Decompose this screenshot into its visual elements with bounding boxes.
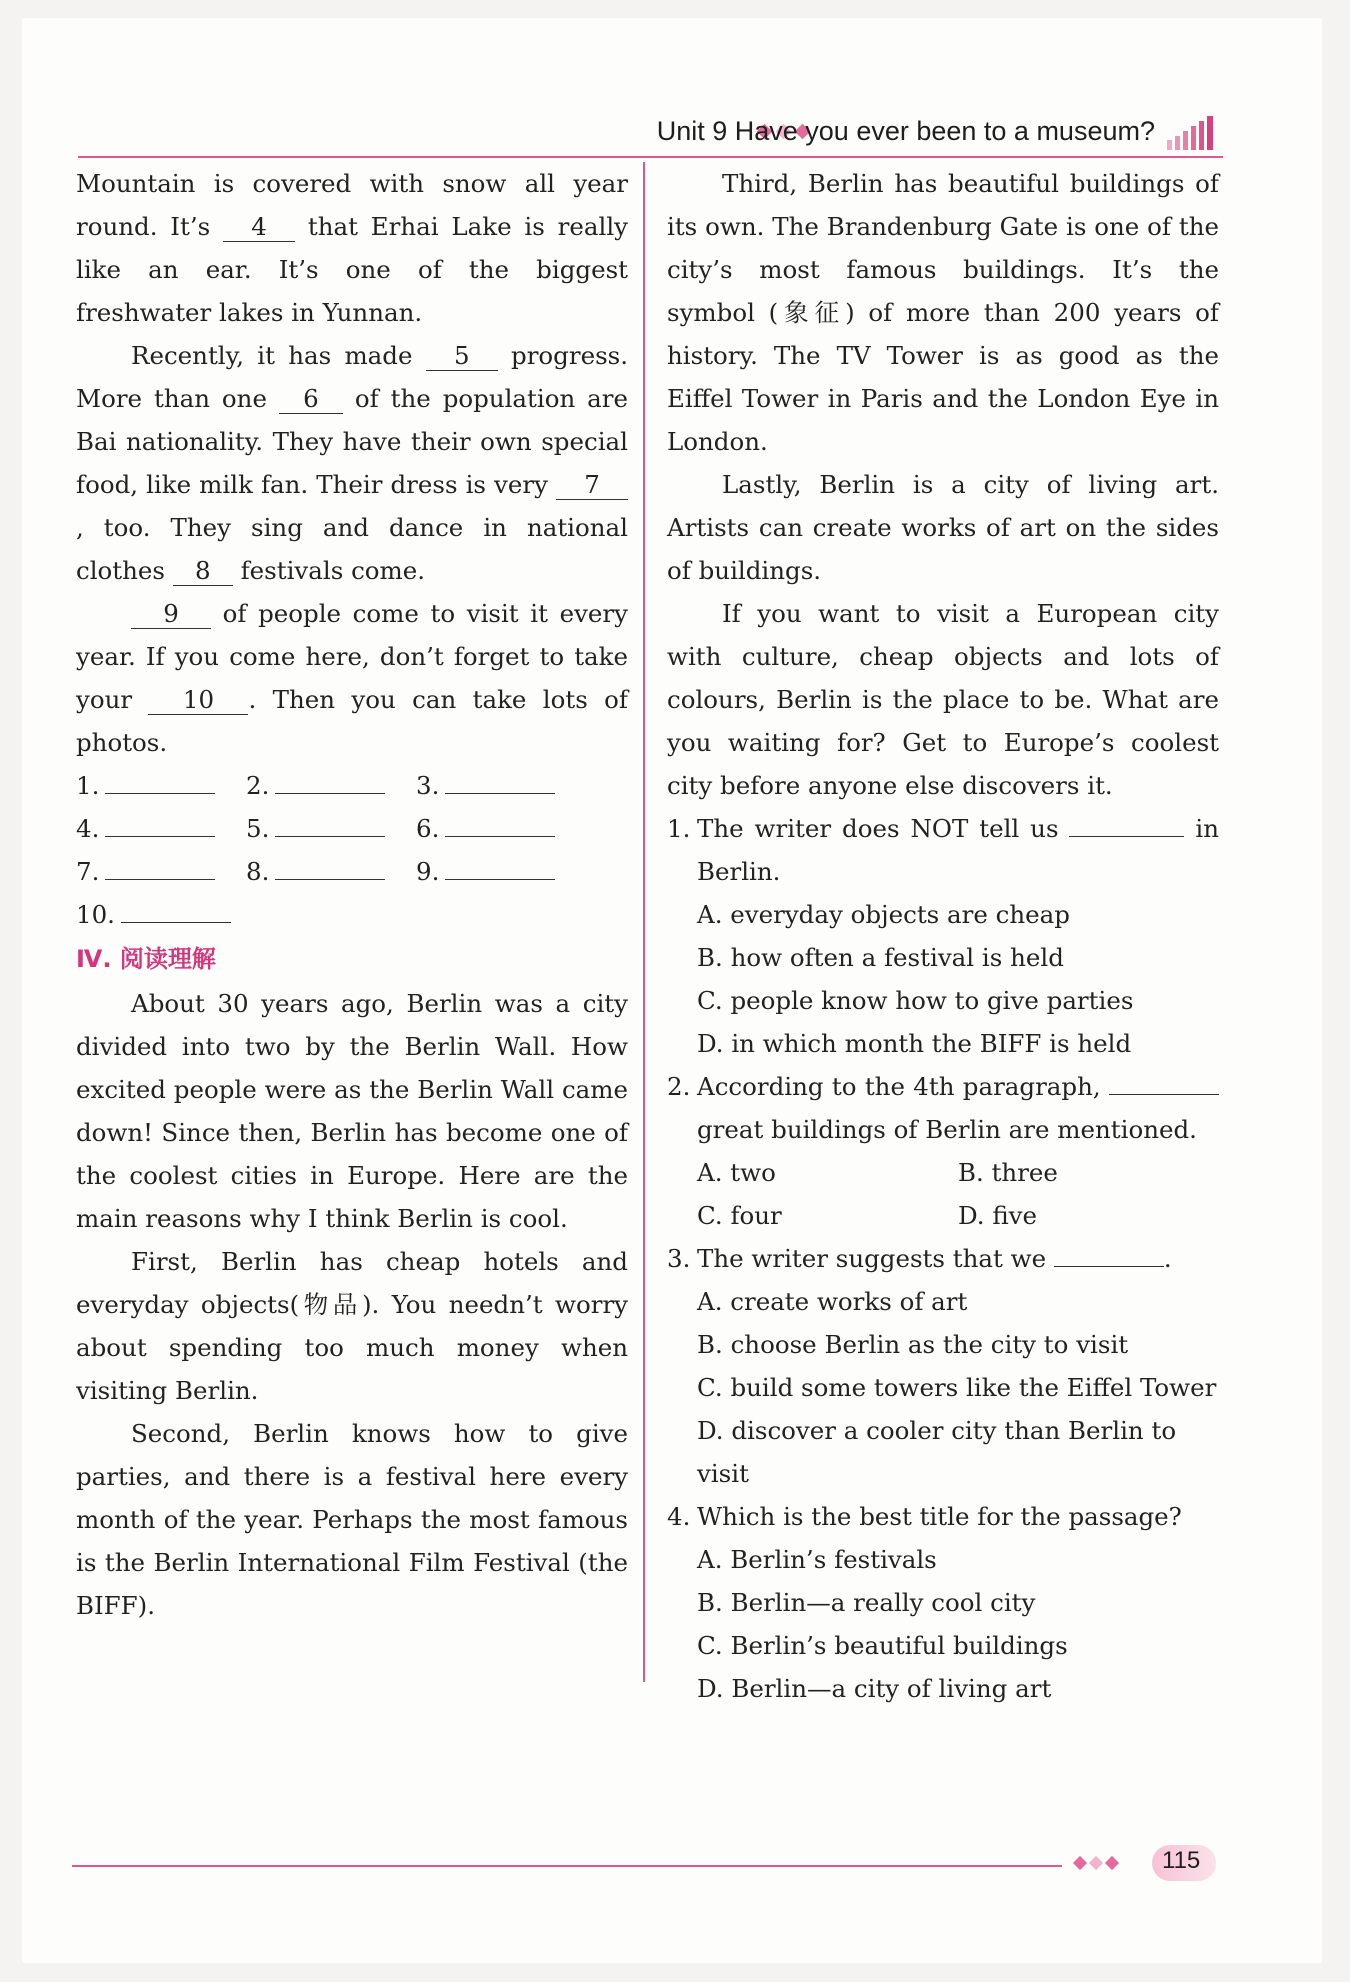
- reading-paragraph-5: Lastly, Berlin is a city of living art. Artists can create works of art on the sides of buildings.: [667, 470, 1219, 585]
- option-c[interactable]: C. four: [697, 1201, 782, 1230]
- answer-label: 3.: [416, 771, 440, 800]
- question-stem: Which is the best title for the passage?: [697, 1502, 1182, 1531]
- text: . Then you can take lots of photos.: [76, 685, 628, 757]
- question-3: [667, 1237, 1219, 1495]
- cloze-paragraph-2: [76, 334, 628, 592]
- answer-label: 10.: [76, 900, 115, 929]
- header-rule: [78, 156, 1223, 158]
- blank-10: 10: [148, 686, 248, 715]
- answer-slot[interactable]: [76, 807, 246, 850]
- answer-slot[interactable]: [246, 807, 416, 850]
- question-stem: in Berlin.: [697, 814, 1219, 886]
- option-d[interactable]: D. in which month the BIFF is held: [697, 1029, 1132, 1058]
- right-column: [667, 162, 1219, 1710]
- option-a[interactable]: A. everyday objects are cheap: [697, 900, 1070, 929]
- answer-blank[interactable]: [1069, 836, 1184, 837]
- reading-paragraph-3: Second, Berlin knows how to give parties, and there is a festival here every month of the year. Perhaps the most famous is the Berlin International Film Festival (the BIFF).: [76, 1419, 628, 1620]
- question-4: [667, 1495, 1219, 1710]
- blank-4: 4: [223, 213, 295, 242]
- answer-slot[interactable]: [246, 850, 416, 893]
- text: , too. They sing and dance in national clothes: [76, 513, 628, 585]
- text: of people come to visit it every year. If you come here, don’t forget to take your: [76, 599, 628, 714]
- answer-blank[interactable]: [1109, 1094, 1219, 1095]
- answer-label: 9.: [416, 857, 440, 886]
- answer-slot[interactable]: [416, 764, 586, 807]
- question-1: [667, 807, 1219, 1065]
- diamond-icon: [1105, 1856, 1119, 1870]
- question-stem: .: [1163, 1244, 1172, 1273]
- blank-9: 9: [131, 600, 211, 629]
- left-column: [76, 162, 628, 1627]
- text: of the population are Bai nationality. They have their own special food, like milk fan. Their dress is very: [76, 384, 629, 499]
- question-stem: The writer suggests that we: [697, 1244, 1047, 1273]
- diamond-icon-group: [1072, 1852, 1120, 1874]
- section-title: Ⅳ. 阅读理解: [76, 945, 216, 973]
- option-b[interactable]: B. three: [958, 1158, 1058, 1187]
- reading-paragraph-6: If you want to visit a European city with culture, cheap objects and lots of colours, Berlin is the place to be. What are you waiting for? Get to Europe’s coolest city before anyone else discovers it.: [667, 599, 1219, 800]
- page-number: 115: [1162, 1847, 1201, 1874]
- answer-slot[interactable]: [416, 850, 586, 893]
- signal-bars-icon: [1165, 112, 1221, 152]
- question-number: 3.: [667, 1244, 691, 1273]
- blank-7: 7: [556, 471, 628, 500]
- option-a[interactable]: A. two: [697, 1158, 776, 1187]
- diamond-icon: [1073, 1856, 1087, 1870]
- answer-label: 4.: [76, 814, 100, 843]
- answer-slot[interactable]: [76, 764, 246, 807]
- cloze-paragraph-1: [76, 162, 628, 334]
- answer-blank[interactable]: [1054, 1266, 1164, 1267]
- unit-title: Unit 9 Have you ever been to a museum?: [656, 116, 1155, 146]
- option-c[interactable]: C. Berlin’s beautiful buildings: [697, 1631, 1068, 1660]
- blank-6: 6: [279, 385, 343, 414]
- answer-slot[interactable]: [246, 764, 416, 807]
- footer-rule: [72, 1865, 1062, 1867]
- cloze-paragraph-3: [76, 592, 628, 764]
- option-b[interactable]: B. how often a festival is held: [697, 943, 1064, 972]
- option-b[interactable]: B. choose Berlin as the city to visit: [697, 1330, 1129, 1359]
- answer-label: 1.: [76, 771, 100, 800]
- question-stem: great buildings of Berlin are mentioned.: [697, 1115, 1197, 1144]
- answer-label: 2.: [246, 771, 270, 800]
- option-d[interactable]: D. discover a cooler city than Berlin to visit: [697, 1416, 1177, 1488]
- text: that Erhai Lake is really like an ear. It’s one of the biggest freshwater lakes in Yunnan.: [76, 212, 628, 327]
- text: progress. More than one: [76, 341, 629, 413]
- option-c[interactable]: C. build some towers like the Eiffel Tower: [697, 1373, 1217, 1402]
- text: festivals come.: [240, 556, 426, 585]
- blank-5: 5: [426, 342, 498, 371]
- answer-label: 6.: [416, 814, 440, 843]
- reading-paragraph-4: Third, Berlin has beautiful buildings of its own. The Brandenburg Gate is one of the city’s most famous buildings. It’s the symbol (象征) of more than 200 years of history. The TV Tower is as good as the Eiffel Tower in Paris and the London Eye in London.: [667, 169, 1219, 456]
- option-d[interactable]: D. Berlin—a city of living art: [697, 1674, 1052, 1703]
- answer-label: 5.: [246, 814, 270, 843]
- question-2: [667, 1065, 1219, 1237]
- blank-8: 8: [173, 557, 233, 586]
- option-d[interactable]: D. five: [958, 1201, 1038, 1230]
- question-number: 1.: [667, 814, 691, 843]
- question-stem: The writer does NOT tell us: [697, 814, 1059, 843]
- column-divider: [643, 162, 645, 1682]
- text: Mountain is covered with snow all year round. It’s: [76, 169, 628, 241]
- text: Recently, it has made: [131, 341, 413, 370]
- running-header: [78, 112, 1223, 158]
- reading-paragraph-1: About 30 years ago, Berlin was a city divided into two by the Berlin Wall. How excited people were as the Berlin Wall came down! Since then, Berlin has become one of the coolest cities in Europe. Here are the main reasons why I think Berlin is cool.: [76, 989, 628, 1233]
- answer-blanks: [76, 764, 628, 936]
- answer-slot[interactable]: [416, 807, 586, 850]
- option-a[interactable]: A. create works of art: [697, 1287, 968, 1316]
- question-number: 2.: [667, 1072, 691, 1101]
- question-stem: According to the 4th paragraph,: [697, 1072, 1101, 1101]
- answer-label: 8.: [246, 857, 270, 886]
- diamond-icon: [1089, 1856, 1103, 1870]
- answer-slot[interactable]: [76, 893, 246, 936]
- answer-label: 7.: [76, 857, 100, 886]
- option-a[interactable]: A. Berlin’s festivals: [697, 1545, 937, 1574]
- question-number: 4.: [667, 1502, 691, 1531]
- page-footer: [72, 1845, 1224, 1885]
- option-c[interactable]: C. people know how to give parties: [697, 986, 1134, 1015]
- reading-paragraph-2: First, Berlin has cheap hotels and everyday objects(物品). You needn’t worry about spending too much money when visiting Berlin.: [76, 1247, 628, 1405]
- answer-slot[interactable]: [76, 850, 246, 893]
- option-b[interactable]: B. Berlin—a really cool city: [697, 1588, 1036, 1617]
